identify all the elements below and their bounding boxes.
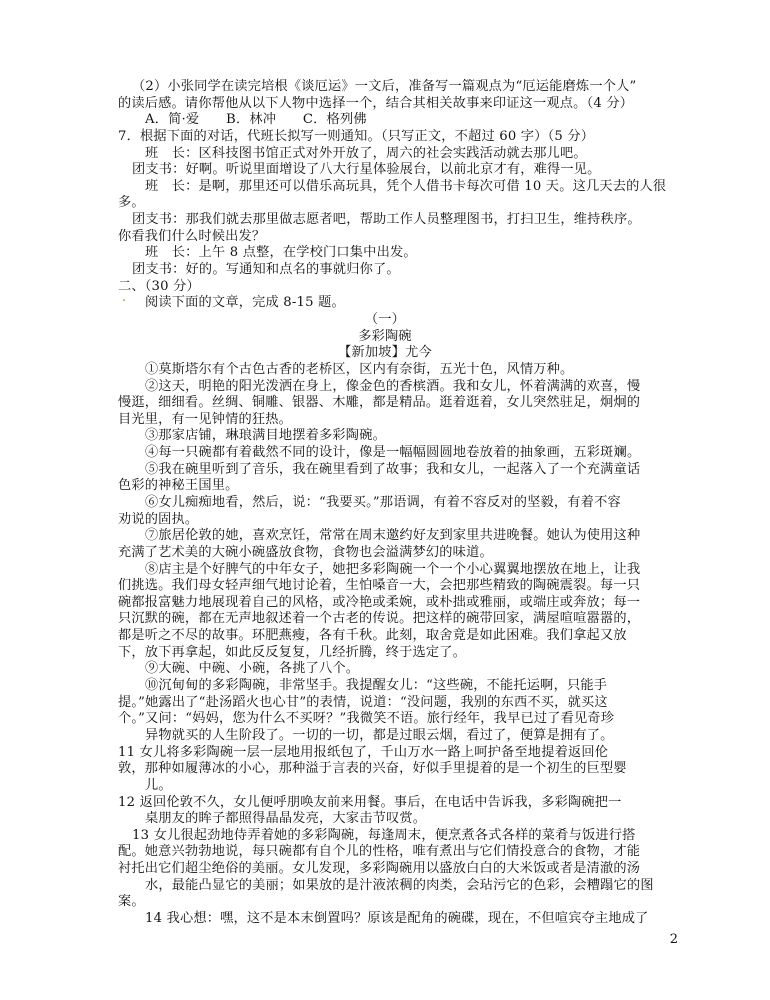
text-line: 充满了艺术美的大碗小碗盛放食物，食物也会溢满梦幻的味道。 [118, 545, 493, 560]
text-line: 水，最能凸显它的美丽；如果放的是汁液浓稠的肉类，会玷污它的色彩，会糟蹋它的图 [145, 878, 654, 893]
text-line: ⑩沉甸甸的多彩陶碗，非常坚手。我提醒女儿：“这些碗，不能托运啊，只能手 [145, 678, 608, 693]
text-line: 下，放下再拿起，如此反反复复，几经折腾，终于选定了。 [118, 645, 467, 660]
part-label: （一） [364, 312, 406, 327]
text-line: （2）小张同学在读完培根《谈厄运》一文后，准备写一篇观点为“厄运能磨炼一个人” [132, 79, 637, 94]
article-title: 多彩陶碗 [358, 329, 412, 344]
text-line: ④每一只碗都有着截然不同的设计，像是一幅幅圆圆地卷放着的抽象画，五彩斑斓。 [145, 445, 641, 460]
text-line: ⑤我在碗里听到了音乐，我在碗里看到了故事；我和女儿，一起落入了一个充满童话 [145, 462, 641, 477]
text-line: 团支书：好的。写通知和点名的事就归你了。 [132, 262, 400, 277]
text-line: 12 返回伦敦不久，女儿便呼朋唤友前来用餐。事后，在电话中告诉我，多彩陶碗把一 [118, 795, 622, 810]
text-line: ⑦旅居伦敦的她，喜欢烹饪，常常在周末邀约好友到家里共进晚餐。她认为使用这种 [145, 528, 641, 543]
text-line: 劝说的固执。 [118, 512, 199, 527]
text-line: ②这天，明艳的阳光泼洒在身上，像金色的香槟酒。我和女儿，怀着满满的欢喜，慢 [145, 379, 641, 394]
text-line: A．简·爱 B．林冲 C．格列佛 [145, 112, 367, 127]
text-line: 13 女儿很起劲地侍弄着她的多彩陶碗，每逢周末，便烹煮各式各样的菜肴与饭进行搭 [132, 828, 636, 843]
text-line: 配。她意兴勃勃地说，每只碗都有自个儿的性格，唯有煮出与它们情投意合的食物，才能 [118, 844, 641, 859]
text-line: ⑨大碗、中碗、小碗，各挑了八个。 [145, 661, 360, 676]
text-line: 团支书：好啊。听说里面增设了八大行星体验展台，以前北京才有，难得一见。 [132, 162, 601, 177]
article-author: 【新加坡】尤今 [338, 345, 432, 360]
text-line: 色彩的神秘王国里。 [118, 478, 239, 493]
text-line: 班 长：是啊，那里还可以借乐高玩具，凭个人借书卡每次可借 10 天。这几天去的人很 [145, 179, 667, 194]
text-line: 14 我心想：嘿，这不是本末倒置吗？原该是配角的碗碟，现在，不但喧宾夺主地成了 [145, 911, 649, 926]
text-line: 儿。 [145, 778, 172, 793]
text-line: 只沉默的碗，都在无声地叙述着一个古老的传说。把这样的碗带回家，满屋喧喧嚣嚣的， [118, 611, 641, 626]
section-heading: 二、（30 分） [118, 279, 200, 294]
text-line: ①莫斯塔尔有个古色古香的老桥区，区内有奈街，五光十色，风情万种。 [145, 362, 574, 377]
text-line: 7．根据下面的对话，代班长拟写一则通知。（只写正文，不超过 60 字）（5 分） [118, 129, 595, 144]
text-line: 的读后感。请你帮他从以下人物中选择一个，结合其相关故事来印证这一观点。（4 分） [118, 96, 634, 111]
text-line: 桌朋友的眸子都照得晶晶发亮，大家击节叹赏。 [145, 811, 427, 826]
text-line: 提。”她露出了“赴汤蹈火也心甘”的表情，说道：“没问题，我别的东西不买，就买这 [118, 695, 608, 710]
text-line: 碗都报富魅力地展现着自己的风格，或冷艳或柔婉，或朴拙或雅丽，或端庄或奔放；每一 [118, 595, 641, 610]
text-line: ③那家店铺，琳琅满目地摆着多彩陶碗。 [145, 428, 386, 443]
text-line: 案。 [118, 894, 145, 909]
text-line: 多。 [118, 195, 145, 210]
text-line: 衬托出它们超尘绝俗的美丽。女儿发现，多彩陶碗用以盛放白白的大米饭或者是清澈的汤 [118, 861, 641, 876]
text-line: 班 长：区科技图书馆正式对外开放了，周六的社会实践活动就去那儿吧。 [145, 146, 587, 161]
text-line: ⑧店主是个好脾气的中年女子，她把多彩陶碗一个一个小心翼翼地摆放在地上，让我 [145, 562, 641, 577]
text-line: 目光里，有一见钟情的狂热。 [118, 412, 293, 427]
text-line: 你看我们什么时候出发？ [118, 229, 266, 244]
text-line: 11 女儿将多彩陶碗一层一层地用报纸包了，千山万水一路上呵护备至地提着返回伦 [118, 745, 609, 760]
page-number: 2 [669, 932, 678, 947]
text-line: ⑥女儿痴痴地看，然后，说：“我要买。”那语调，有着不容反对的坚毅，有着不容 [145, 495, 621, 510]
text-line: 阅读下面的文章，完成 8-15 题。 [145, 295, 345, 310]
text-line: 班 长：上午 8 点整，在学校门口集中出发。 [145, 245, 417, 260]
text-line: 团支书：那我们就去那里做志愿者吧，帮助工作人员整理图书，打扫卫生，维持秩序。 [132, 212, 641, 227]
marker-dot: . [122, 290, 127, 305]
text-line: 慢逛，细细看。丝绸、铜雕、银器、木雕，都是精品。逛着逛着，女儿突然驻足，炯炯的 [118, 395, 641, 410]
text-line: 都是听之不尽的故事。环肥燕瘦，各有千秋。此刻，取舍竟是如此困难。我们拿起又放 [118, 628, 627, 643]
text-line: 们挑选。我们母女轻声细气地讨论着，生怕嗓音一大，会把那些精致的陶碗震裂。每一只 [118, 578, 641, 593]
text-line: 异物就买的人生阶段了。一切的一切，都是过眼云烟，看过了，便算是拥有了。 [145, 728, 614, 743]
text-line: 个。”又问：“妈妈，您为什么不买呀？”我微笑不语。旅行经年，我早已过了看见奇珍 [118, 711, 615, 726]
text-line: 敦，那种如履薄冰的小心，那种溢于言表的兴奋，好似手里提着的是一个初生的巨型婴 [118, 761, 627, 776]
